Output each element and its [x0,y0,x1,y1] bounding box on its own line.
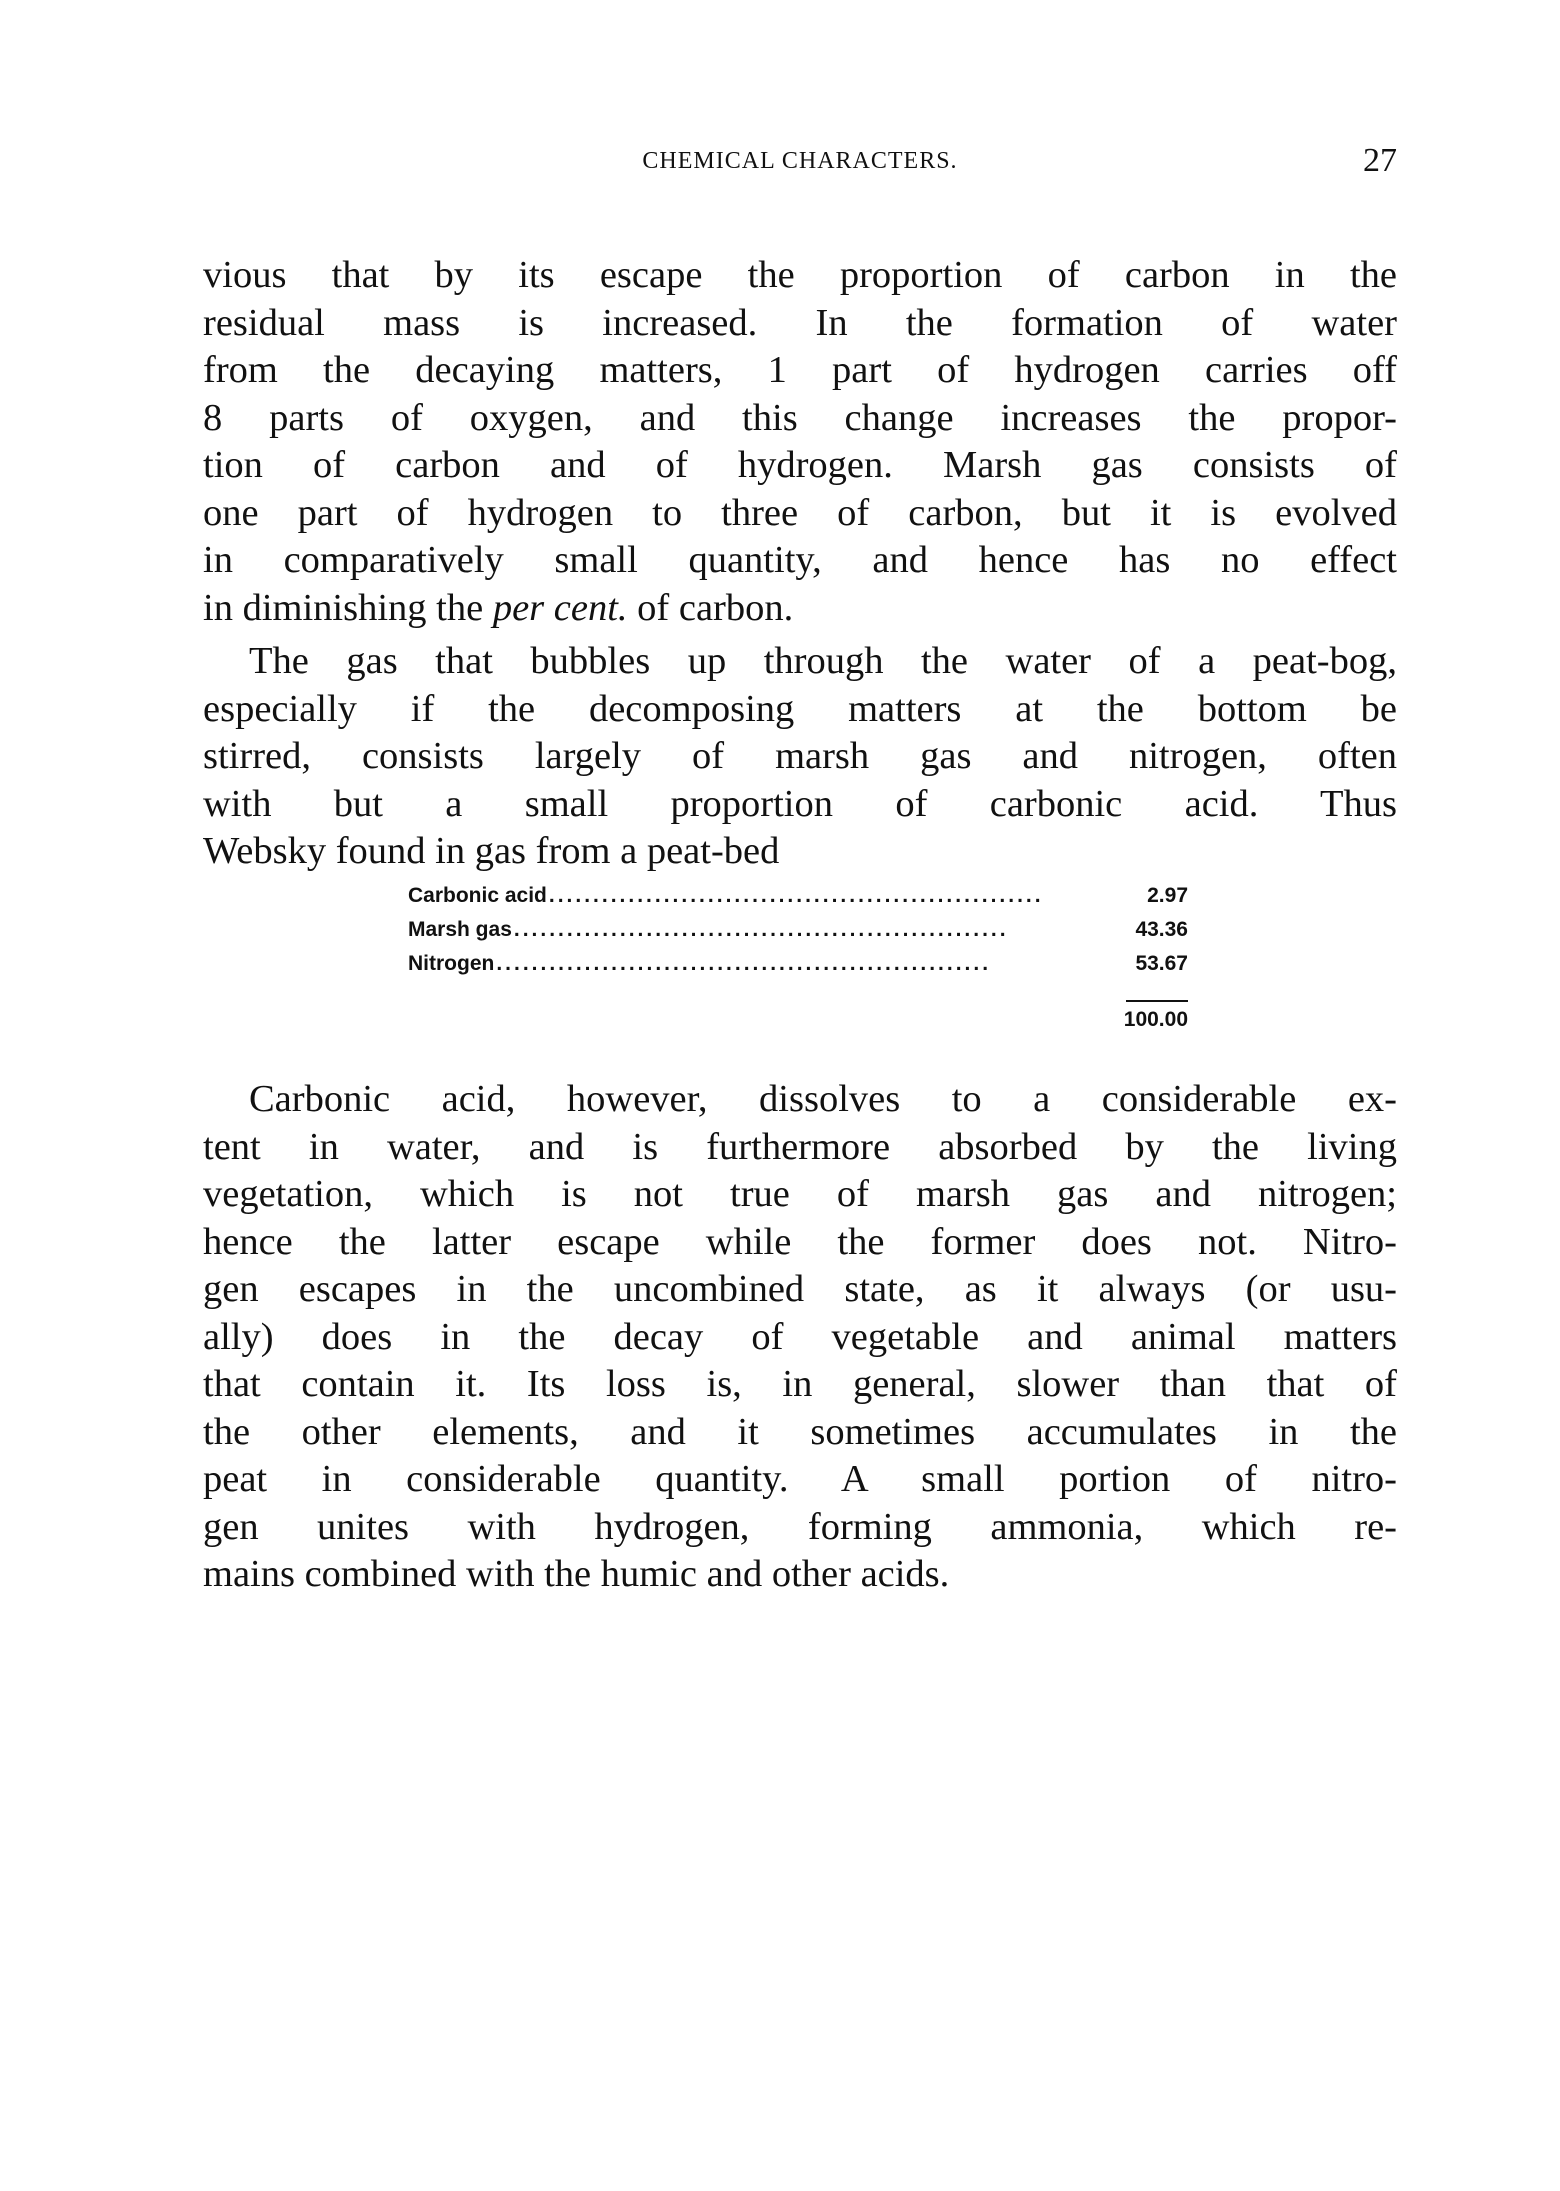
row-label: Marsh gas [408,918,512,941]
text-line: Websky found in gas from a peat-bed [203,830,780,872]
table-row [408,884,1188,918]
row-value: 53.67 [1135,952,1188,975]
row-label: Carbonic acid [408,884,547,907]
text-line: from the decaying matters, 1 part of hydrogen carries off [203,349,1397,391]
page-number: 27 [1363,142,1397,179]
row-label: Nitrogen [408,952,495,975]
text-line: Carbonic acid, however, dissolves to a considerable ex- [249,1078,1397,1120]
text-line: gen unites with hydrogen, forming ammonia, which re- [203,1505,1397,1548]
text-line: in diminishing the per cent. of carbon. [203,586,794,629]
text-line: 8 parts of oxygen, and this change increases the propor- [203,396,1397,439]
sum-rule [1126,1000,1188,1002]
row-value: 43.36 [1135,918,1188,941]
text-line: gen escapes in the uncombined state, as it always (or usu- [203,1268,1397,1310]
text-line: mains combined with the humic and other acids. [203,1553,950,1595]
table-row [408,952,1188,986]
text-line: vious that by its escape the proportion of carbon in the [203,254,1397,296]
text-line: vegetation, which is not true of marsh gas and nitrogen; [203,1173,1397,1215]
leader-dots: ........................................................ [496,952,992,975]
text-line: one part of hydrogen to three of carbon, but it is evolved [203,491,1397,534]
text-line: especially if the decomposing matters at the bottom be [203,687,1397,730]
text-line: stirred, consists largely of marsh gas and nitrogen, often [203,735,1397,777]
gas-composition-table [408,884,1188,1032]
text-line: tent in water, and is furthermore absorbed by the living [203,1125,1397,1168]
text-line: The gas that bubbles up through the water of a peat-bog, [249,640,1397,682]
text-line: residual mass is increased. In the formation of water [203,301,1397,344]
italic-term: per cent. [492,586,628,629]
text-line: peat in considerable quantity. A small portion of nitro- [203,1458,1397,1500]
text-line: that contain it. Its loss is, in general, slower than that of [203,1363,1397,1405]
page-header [203,142,1397,188]
text-line: with but a small proportion of carbonic acid. Thus [203,782,1397,825]
paragraph-2 [203,638,1397,876]
table-total: 100.00 [1123,1008,1188,1031]
text-line: the other elements, and it sometimes accumulates in the [203,1410,1397,1453]
table-row [408,918,1188,952]
paragraph-3 [203,1076,1397,1599]
row-value: 2.97 [1147,884,1188,907]
leader-dots: ........................................................ [548,884,1044,907]
paragraph-1 [203,252,1397,632]
running-title: CHEMICAL CHARACTERS. [642,148,958,174]
text-line: in comparatively small quantity, and hence has no effect [203,539,1397,581]
text-line: ally) does in the decay of vegetable and animal matters [203,1315,1397,1358]
text-line: hence the latter escape while the former does not. Nitro- [203,1220,1397,1263]
text-line: tion of carbon and of hydrogen. Marsh gas consists of [203,444,1397,486]
leader-dots: ........................................................ [513,918,1009,941]
